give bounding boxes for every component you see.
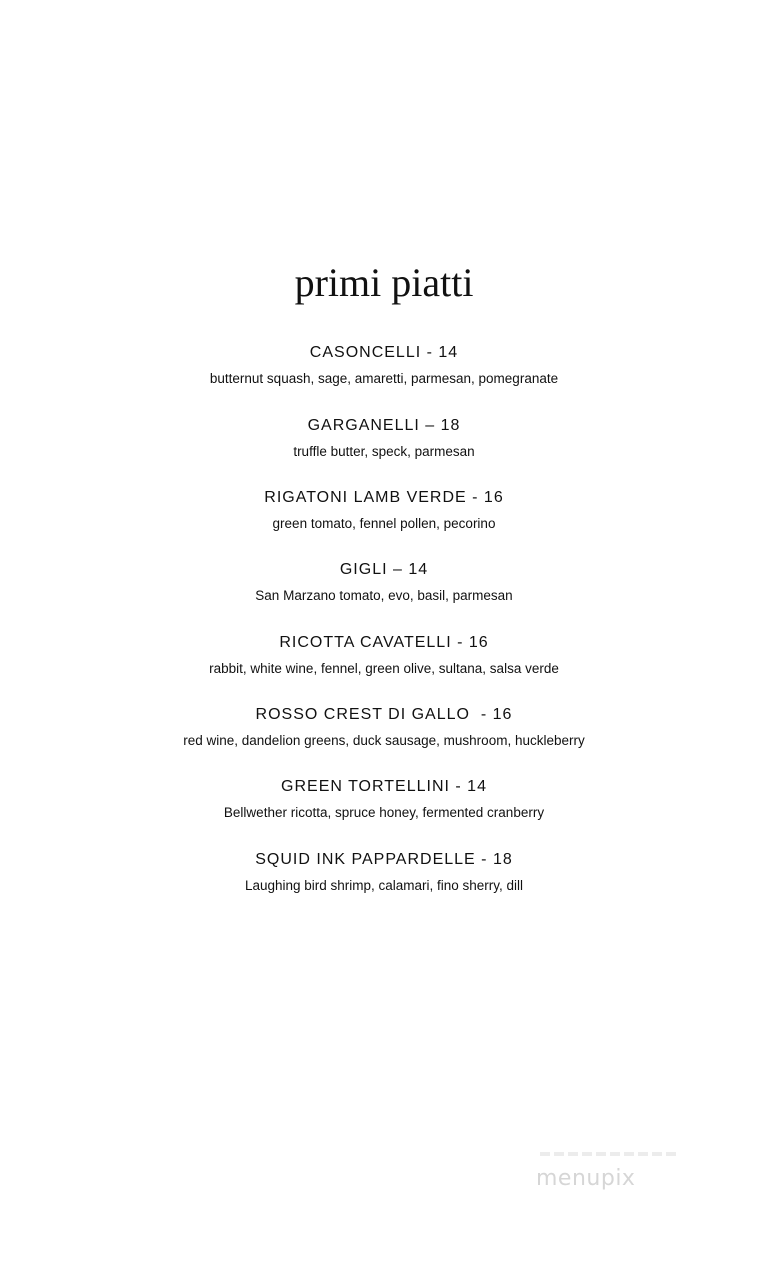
menu-item-name: ROSSO CREST DI GALLO - 16 [255,706,513,723]
menu-item [0,488,768,533]
menu-item-description: butternut squash, sage, amaretti, parmesan, pomegranate [209,371,559,386]
menu-item-description: rabbit, white wine, fennel, green olive, sultana, salsa verde [209,661,559,676]
menu-section-title: primi piatti [294,260,474,305]
watermark-decoration [540,1152,680,1156]
menu-item-description: Laughing bird shrimp, calamari, fino sherry, dill [244,878,524,893]
menu-item [0,343,768,388]
watermark-logo: menupix [536,1166,636,1191]
menu-item-name: RIGATONI LAMB VERDE - 16 [264,489,504,506]
menu-item-name: RICOTTA CAVATELLI - 16 [279,634,489,651]
menu-item-description: San Marzano tomato, evo, basil, parmesan [255,588,513,603]
menu-item-name: GREEN TORTELLINI - 14 [281,778,487,795]
menu-item [0,705,768,750]
menu-item [0,777,768,822]
menu-item [0,633,768,678]
menu-item-description: truffle butter, speck, parmesan [293,444,475,459]
menu-item [0,850,768,895]
menu-item [0,416,768,461]
menu-item [0,560,768,605]
menu-item-description: Bellwether ricotta, spruce honey, fermented cranberry [223,805,545,820]
menu-item-name: CASONCELLI - 14 [309,344,459,361]
menu-item-name: GIGLI – 14 [339,561,429,578]
menu-item-name: GARGANELLI – 18 [307,417,461,434]
menu-item-description: red wine, dandelion greens, duck sausage, mushroom, huckleberry [183,733,585,748]
menu-item-name: SQUID INK PAPPARDELLE - 18 [255,851,513,868]
menu-item-description: green tomato, fennel pollen, pecorino [272,516,496,531]
